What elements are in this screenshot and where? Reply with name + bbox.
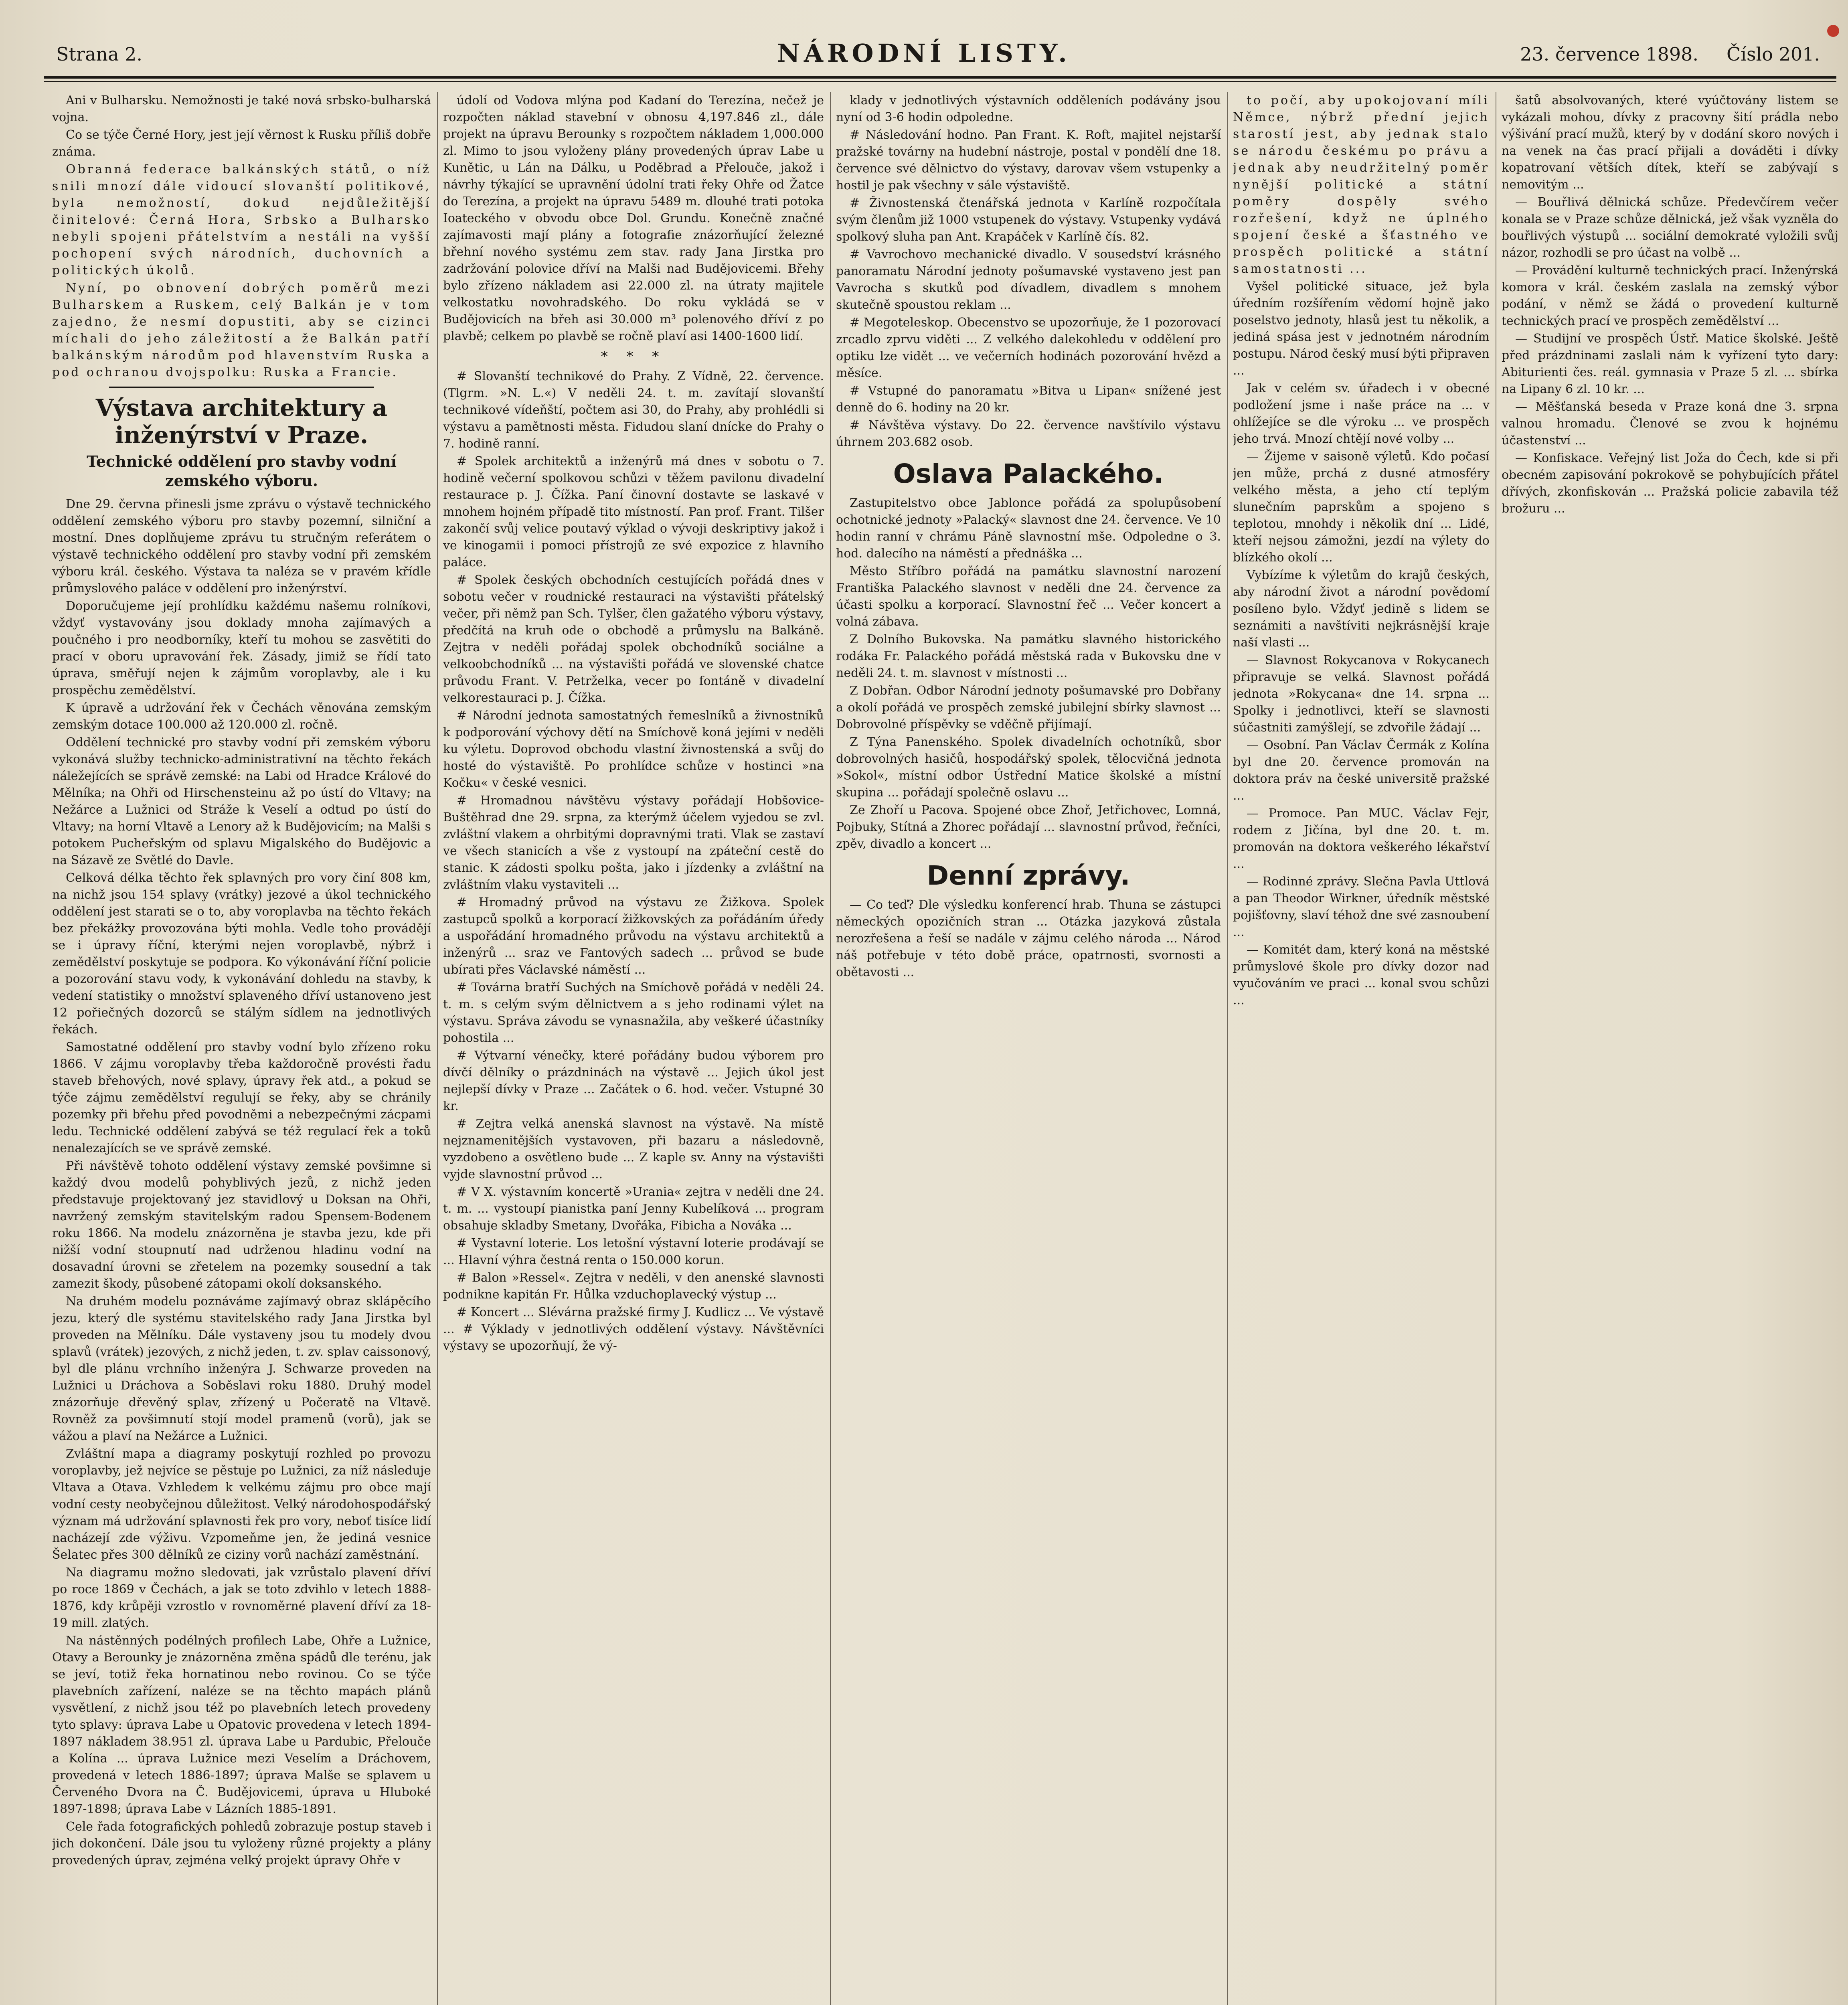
paragraph: to počí, aby upokojovaní míli Němce, nýbrž přední jejich starostí jest, aby jednak stalo se národu českému po právu a jednak aby neudržitelný poměr nynější politické a státní poměry dospěly svého rozřešení, když ne úplného spojení české a šťastného ve prospěch politické a státní samostatnosti ... xyxy=(1233,93,1490,276)
news-item: — Provádění kulturně technických prací. Inženýrská komora v král. českém zaslala na zemský výbor podání, v němž se žádá o provedení kulturně technických prací ve prospěch zemědělství ... xyxy=(1502,263,1838,328)
news-item: # Výtvarní vénečky, které pořádány budou výborem pro dívčí dělníky o prázdninách na výstavě ... Jejich úkol jest nejlepší dívky v Praze ... Začátek o 6. hod. večer. Vstupné 30 kr. xyxy=(443,1049,824,1113)
paragraph: Z Dobřan. Odbor Národní jednoty pošumavské pro Dobřany a okolí pořádá ve prospěch zemské jubilejní sbírky slavnost ... Dobrovolné příspěvky se vděčně přijímají. xyxy=(836,684,1221,731)
news-item: — Konfiskace. Veřejný list Joža do Čech, kde si při obecném zapisování pokrokově se pohybujících přátel dřívých, zkonfiskován ... Pražská policie zabavila též brožuru ... xyxy=(1502,451,1838,516)
paragraph: údolí od Vodova mlýna pod Kadaní do Terezína, nečež je rozpočten náklad stavební v obnosu 4,197.846 zl., dále projekt na úpravu Berounky s rozpočtem nákladem 1,000.000 zl. Mimo to jsou vyloženy plány provedených úprav Labe u Kunětic, u Lán na Dálku, u Poděbrad a Přelouče, jakož i návrhy týkající se upravnění údolní trati řeky Ohře od Žatce do Terezína, a projekt na úpravu 5489 m. dlouhé trati potoka Ioateckého v obvodu obce Dol. Grundu. Konečně značné zajímavosti mají plány a fotografie znázorňující železné břehní nového systému zem stav. rady Jana Jirstka pro zadržování polovice dříví na Malši nad Budějovicemi. Břehy bylo zřízeno nákladem asi 22.000 zl. na útraty majitele velkostatku novohradského. Do roku vykládá se v Budějovicích na břeh asi 30.000 m³ polenového dříví z po plavbě; celkem po plavbě se ročně plaví asi 1400-1600 lidí. xyxy=(443,93,824,343)
paragraph: Na nástěnných podélných profilech Labe, Ohře a Lužnice, Otavy a Berounky je znázorněna změna spádů dle terénu, jak se jeví, totiž řeka hornatinou nebo rovinou. Co se týče plavebních zařízení, naléze se na těchto mapách plánů vysvětlení, z nichž jsou též po plavebních letech provedeny tyto splavy: úprava Labe u Opatovic provedena v letech 1894-1897 nákladem 38.951 zl. úprava Labe u Pardubic, Přelouče a Kolína ... úprava Lužnice mezi Veselím a Dráchovem, provedená v letech 1886-1897; úprava Malše se splavem u Červeného Dvora na Č. Budějovicemi, úprava u Hluboké 1897-1898; úprava Labe v Lázních 1885-1891. xyxy=(52,1634,431,1816)
header-rule-thin xyxy=(44,81,1836,82)
news-item: # Balon »Ressel«. Zejtra v neděli, v den anenské slavnosti podnikne kapitán Fr. Hůlka vzduchoplavecký výstup ... xyxy=(443,1271,824,1302)
news-item: — Promoce. Pan MUC. Václav Fejr, rodem z Jičína, byl dne 20. t. m. promován na doktora veškerého lékařství ... xyxy=(1233,806,1490,871)
news-item: — Slavnost Rokycanova v Rokycanech připravuje se velká. Slavnost pořádá jednota »Rokycana« dne 14. srpna ... Spolky i jednotlivci, kteří se slavnosti súčastniti zamýšlejí, se zdvořile žádají ... xyxy=(1233,653,1490,735)
news-item: # Spolek architektů a inženýrů má dnes v sobotu o 7. hodině večerní spolkovou schůzi v těžem pavilonu divadelní restaurace p. J. Čížka. Paní činovní dostavte se laskavé v mnohem hojném případě tito místností. Pan prof. Frant. Tilšer zakončí svůj velice poutavý výklad o vývoji deskriptivy jakož i ve kinogamii i pomoci přístrojů ze své expozice z hlavního paláce. xyxy=(443,454,824,569)
news-item: # Následování hodno. Pan Frant. K. Roft, majitel nejstarší pražské továrny na hudební nástroje, postal v pondělí dne 18. července své dělnictvo do výstavy, darovav všem vstupenky a hostil je pak všechny v sále výstaviště. xyxy=(836,128,1221,192)
issue-info xyxy=(1520,43,1820,65)
news-item: # Hromadný průvod na výstavu ze Žižkova. Spolek zastupců spolků a korporací žižkovských za pořádáním úředy a uspořádání hromadného průvodu na výstavu architektů a inženýrů ... sraz ve Fantových sadech ... průvod se bude ubírati přes Václavské náměstí ... xyxy=(443,895,824,977)
paragraph: Ani v Bulharsku. Nemožnosti je také nová srbsko-bulharská vojna. xyxy=(52,93,431,124)
column-separator xyxy=(830,92,831,2005)
masthead xyxy=(0,0,1848,86)
news-item: # Vstupné do panoramatu »Bitva u Lipan« snížené jest denně do 6. hodiny na 20 kr. xyxy=(836,384,1221,415)
section-heading: Denní zprávy. xyxy=(927,860,1130,891)
news-item: # V X. výstavním koncertě »Urania« zejtra v neděli dne 24. t. m. ... vystoupí pianistka paní Jenny Kubelíková ... program obsahuje skladby Smetany, Dvořáka, Fibicha a Nováka ... xyxy=(443,1185,824,1233)
news-item: # Zejtra velká anenská slavnost na výstavě. Na místě nejznamenitějších vystavoven, při bazaru a následovně, vyzdobeno a osvětleno bude ... Z kaple sv. Anny na výstavišti vyjde slavnostní průvod ... xyxy=(443,1117,824,1181)
news-item: # Vystavní loterie. Los letošní výstavní loterie prodávají se ... Hlavní výhra čestná renta o 150.000 korun. xyxy=(443,1236,824,1267)
news-item: # Koncert ... Slévárna pražské firmy J. Kudlicz ... Ve výstavě ... # Výklady v jednotlivých oddělení výstavy. Návštěvníci výstavy se upozorňují, že vý- xyxy=(443,1305,824,1353)
paragraph: Nyní, po obnovení dobrých poměrů mezi Bulharskem a Ruskem, celý Balkán je v tom zajedno, že nesmí dopustiti, aby se cizinci míchali do jeho záležitostí a že Balkán patří balkánským národům pod hlavenstvím Ruska a pod ochranou dvojspolku: Ruska a Francie. xyxy=(52,281,431,379)
news-item: # Národní jednota samostatných řemeslníků a živnostníků k podporování výchovy dětí na Smíchově koná jejími v neděli ku výletu. Doprovod obchodu vlastní živnostenská a svůj do hosté do výstaviště. Po prohlídce schůze v hostinci »na Kočku« v české vesnici. xyxy=(443,709,824,790)
paragraph: Vyšel politické situace, jež byla úředním rozšířením vědomí hojně jako poselstvo jednoty, hlasů jest tu několik, a jediná spása jest v jednotném národním postupu. Národ český musí býti připraven ... xyxy=(1233,279,1490,378)
news-item: klady v jednotlivých výstavních odděleních podávány jsou nyní od 3-6 hodin odpoledne. xyxy=(836,93,1221,124)
paragraph: Obranná federace balkánských států, o níž snili mnozí dále vidoucí slovanští politikové, byla nemožností, dokud nejdůležitější činitelové: Černá Hora, Srbsko a Bulharsko nebyli spojeni přátelstvím a nestáli na vyšší pochopení svých národních, duchovních a politických úkolů. xyxy=(52,162,431,277)
news-item: — Komitét dam, který koná na městské průmyslové škole pro dívky dozor nad vyučováním ve praci ... konal svou schůzi ... xyxy=(1233,943,1490,1007)
header-rule xyxy=(44,76,1836,79)
section-heading: Oslava Palackého. xyxy=(893,458,1164,489)
column-4 xyxy=(1233,92,1490,2005)
section-stars: * * * xyxy=(601,348,666,365)
news-item: — Bouřlivá dělnická schůze. Předevčírem večer konala se v Praze schůze dělnická, jež však vyzněla do bouřlivých výstupů ... sociální demokraté vyložili svůj názor, rozhodli se pro účast na volbě ... xyxy=(1502,195,1838,260)
paragraph: Ze Zhoří u Pacova. Spojené obce Zhoř, Jetřichovec, Lomná, Pojbuky, Stítná a Zhorec pořádají ... slavnostní průvod, řečníci, zpěv, divadlo a koncert ... xyxy=(836,803,1221,851)
paragraph: Samostatné oddělení pro stavby vodní bylo zřízeno roku 1866. V zájmu voroplavby třeba každoročně provésti řadu staveb břehových, nové splavy, úpravy řek atd., a pokud se týče zájmu zemědělství regulují se řeky, aby se chránily pozemky při břehu před povodněmi a nebezpečnými zácpami ledu. Technické oddělení zabývá se též regulací řek a toků nenalezajících se ve správě zemské. xyxy=(52,1040,431,1155)
paragraph: Cele řada fotografických pohledů zobrazuje postup staveb i jich dokončení. Dále jsou tu vyloženy různé projekty a plány provedených úprav, zejména velký projekt úpravy Ohře v xyxy=(52,1820,431,1867)
paragraph: Co se týče Černé Hory, jest její věrnost k Rusku příliš dobře známa. xyxy=(52,128,431,159)
paragraph: Jak v celém sv. úřadech i v obecné podložení jsme i naše práce na ... v ohlížejíce se dle výroku ... ve prospěch jeho trvá. Mnozí chtějí nové volby ... xyxy=(1233,381,1490,446)
paragraph: K úpravě a udržování řek v Čechách věnována zemským zemským dotace 100.000 až 120.000 zl. ročně. xyxy=(52,701,431,732)
paragraph: Při návštěvě tohoto oddělení výstavy zemské povšimne si každý dvou modelů pohyblivých jezů, z nichž jeden představuje projektovaný jez stavidlový u Doksan na Ohři, navržený zemským stavitelským radou Spensem-Bodenem roku 1866. Na modelu znázorněna je stavba jezu, kde při nižší vodní stoupnutí nad udrženou hladinu vodní na dosavadní úrovni se zřetelem na pozemky sousední a tak zamezit škody, působené zátopami okolí doksanského. xyxy=(52,1159,431,1291)
news-item: # Továrna bratří Suchých na Smíchově pořádá v neděli 24. t. m. s celým svým dělnictvem a s jeho rodinami výlet na výstavu. Správa závodu se vynasnažila, aby veškeré účastníky pohostila ... xyxy=(443,980,824,1045)
news-item: # Slovanští technikové do Prahy. Z Vídně, 22. července. (Tlgrm. »N. L.«) V neděli 24. t. m. zavítají slovanští technikové vídeňští, počtem asi 30, do Prahy, aby prohlédli si výstavu a pamětnosti města. Fidudou slaní dnícke do Prahy o 7. hodině ranní. xyxy=(443,369,824,451)
paragraph: Oddělení technické pro stavby vodní při zemském výboru vykonává služby technicko-administrativní na těchto řekách náležejících se správě zemské: na Labi od Hradce Králové do Mělníka; na Ohři od Hirschensteinu až po ústí do Vltavy; na Nežárce a Lužnici od Stráže k Veselí a odtud po ústí do Vltavy; na horní Vltavě a Lenory až k Budějovicím; na Malši s potokem Pucheřským od splavu Migalského do Budějovic a na Sázavě ze Světlé do Davle. xyxy=(52,735,431,867)
news-item: — Studijní ve prospěch Ústř. Matice školské. Ještě před prázdninami zaslali nám k vyřízení tyto dary: Abiturienti čes. reál. gymnasia v Praze 5 zl. ... sbírka na Lipany 6 zl. 10 kr. ... xyxy=(1502,332,1838,396)
news-item: # Megoteleskop. Obecenstvo se upozorňuje, že 1 pozorovací zrcadlo zprvu viděti ... Z velkého dalekohledu v oddělení pro optiku lze vidět ... ve večerních hodinách pozorování hvězd a měsíce. xyxy=(836,316,1221,380)
news-item: # Živnostenská čtenářská jednota v Karlíně rozpočítala svým členům již 1000 vstupenek do výstavy. Vstupenky vydává spolkový sluha pan Ant. Krapáček v Karlíně čís. 82. xyxy=(836,196,1221,244)
news-item: # Spolek českých obchodních cestujících pořádá dnes v sobotu večer v roudnické restauraci na výstavišti přátelský večer, při němž pan Sch. Tylšer, člen gažatého výboru výstavy, předčítá na kruh ode o obchodě a průmyslu na Balkáně. Zejtra v neděli pořádaj spolek obchodníků sociálne a velkoobchodníků ... na výstavišti pořádá ve slovenské chatce průvodu Frant. V. Petrželka, vecer po fontáně v divadelní velkorestauraci p. J. Čížka. xyxy=(443,573,824,705)
paragraph: Dne 29. června přinesli jsme zprávu o výstavě technického oddělení zemského výboru pro stavby pozemní, silniční a mostní. Dnes doplňujeme zprávu tu stručným referátem o výstavě technického oddělení pro stavby vodní při zemském výboru král. českého. Výstava ta naléza se v pravém křídle průmyslového paláce v oddělení pro inženýrství. xyxy=(52,497,431,595)
paragraph: Na druhém modelu poznáváme zajímavý obraz sklápěcího jezu, který dle systému stavitelského rady Jana Jirstka byl proveden na Mělníku. Dále vystaveny jsou tu modely dvou splavů (vrátek) jezových, z nichž jeden, t. zv. splav caissonový, byl dle plánu vrchního inženýra J. Schwarze proveden na Lužnici u Dráchova a Soběslavi roku 1880. Druhý model znázorňuje dřevěný splav, zřízený u Počeratě na Vltavě. Rovněž za povšimnutí stojí model pramenů (vorů), jak se vážou a plaví na Nežárce a Lužnici. xyxy=(52,1294,431,1443)
column-1 xyxy=(52,92,431,2005)
paragraph: šatů absolvovaných, které vyúčtovány listem se vykázali mohou, dívky z pracovny šití prádla nebo výšivání prací mužů, který by v dodání skoro nových i na venek na čas prací přijali a dováděti i dívky kopatrovaní větších dítek, kteří se zabývají s nemovitým ... xyxy=(1502,93,1838,192)
issue-date: 23. července 1898. xyxy=(1520,43,1699,65)
news-item: — Měšťanská beseda v Praze koná dne 3. srpna valnou hromadu. Členové se zvou k hojnému účastenství ... xyxy=(1502,400,1838,448)
column-5 xyxy=(1502,92,1838,2005)
column-2 xyxy=(443,92,824,2005)
column-separator xyxy=(437,92,438,2005)
article-headline: Výstava architektury a inženýrství v Praze. xyxy=(95,394,388,449)
divider xyxy=(109,387,374,388)
paragraph: Město Stříbro pořádá na památku slavnostní narození Františka Palackého slavnost v neděli dne 24. července za účasti spolku a korporací. Slavnostní řeč ... Večer koncert a volná zábava. xyxy=(836,564,1221,629)
paragraph: — Co teď? Dle výsledku konferencí hrab. Thuna se zástupci německých opozičních stran ... Otázka jazyková zůstala nerozřešena a řeší se nadále v zájmu celého národa ... Národ náš potřebuje v této době práce, opatrnosti, svornosti a obětavosti ... xyxy=(836,898,1221,979)
issue-number: Číslo 201. xyxy=(1727,43,1820,65)
news-item: — Rodinné zprávy. Slečna Pavla Uttlová a pan Theodor Wirkner, úředník městské pojišťovny, slaví téhož dne své zasnoubení ... xyxy=(1233,875,1490,939)
paragraph: Celková délka těchto řek splavných pro vory činí 808 km, na nichž jsou 154 splavy (vrátky) jezové a úkol technického oddělení jest starati se o to, aby voroplavba na těchto řekách bez překážky provozována býti mohla. Vedle toho provádějí se i úpravy říční, kterými nejen voroplavbě, nýbrž i zemědělství poskytuje se podpora. Ko výkonávání říční policie a pozorování stavu vody, k vykonávání dohledu na stavby, k vedení statistiky o množství splaveného dříví ustanoveno jest 12 pořiečných dozorců se stálým sídlem na jednotlivých řekách. xyxy=(52,871,431,1037)
column-3 xyxy=(836,92,1221,2005)
paragraph: Zastupitelstvo obce Jablonce pořádá za spolupůsobení ochotnické jednoty »Palacký« slavnost dne 24. července. Ve 10 hodin ranní v chrámu Páně slavnostní mše. Odpoledne o 3. hod. dalecího na náměstí a přednáška ... xyxy=(836,496,1221,561)
page-number: Strana 2. xyxy=(56,43,142,65)
newspaper-title: NÁRODNÍ LISTY. xyxy=(777,38,1071,68)
column-separator xyxy=(1227,92,1228,2005)
news-item: # Návštěva výstavy. Do 22. července navštívilo výstavu úhrnem 203.682 osob. xyxy=(836,418,1221,449)
news-item: # Vavrochovo mechanické divadlo. V sousedství krásného panoramatu Národní jednoty pošumavské vystaveno jest pan Vavrocha s skutků pod dívadlem, divadlem s mnohem skutečně spoustou reklam ... xyxy=(836,247,1221,312)
news-item: # Hromadnou návštěvu výstavy pořádají Hobšovice-Buštěhrad dne 29. srpna, za kterýmž účelem vyjedou se zvl. zvláštní vlakem a ohrbitými dopravnými trati. Vlak se zastaví ve všech stanicích a vše z vystoupí na zpáteční cestě do stanic. K zádosti spolku pošta, jako i jízdenky a zvláštní na zvláštním vlaku vystaviteli ... xyxy=(443,794,824,892)
article-subheadline: Technické oddělení pro stavby vodní zemského výboru. xyxy=(86,452,397,490)
paragraph: Zvláštní mapa a diagramy poskytují rozhled po provozu voroplavby, jež nejvíce se pěstuje po Lužnici, za níž následuje Vltava a Otava. Vzhledem k velkému zájmu pro obce mají vodní cesty neobyčejnou důležitost. Velký národohospodářský význam má udržování splavnosti řek pro vory, neboť tisíce lidí nacházejí zde výživu. Vzpomeňme jen, že jediná vesnice Šelatec přes 300 dělníků ze ciziny vorů nachází zaměstnání. xyxy=(52,1447,431,1562)
paragraph: Z Týna Panenského. Spolek divadelních ochotníků, sbor dobrovolných hasičů, hospodářský spolek, tělocvičná jednota »Sokol«, místní odbor Ústřední Matice školské a místní skupina ... pořádají společně oslavu ... xyxy=(836,735,1221,800)
paragraph: — Žijeme v saisoně výletů. Kdo počasí jen může, prchá z dusné atmosféry velkého města, a jeho ctí teplým slunečním paprskům a spojeno s teplotou, mnohdy i několik dní ... Lidé, kteří nejsou zámožni, jezdí na výlety do blízkého okolí ... xyxy=(1233,450,1490,565)
paragraph: Na diagramu možno sledovati, jak vzrůstalo plavení dříví po roce 1869 v Čechách, a jak se toto zdvihlo v letech 1888-1876, kdy krůpěji vzrostlo v rovnoměrné plavení dříví za 18-19 mill. zlatých. xyxy=(52,1566,431,1630)
ink-mark xyxy=(1827,25,1839,37)
paragraph: Vybízíme k výletům do krajů českých, aby národní život a národní povědomí posíleno bylo. Vždyť jedině s lidem se seznámiti a navštíviti nejkrásnější kraje naší vlasti ... xyxy=(1233,568,1490,650)
paragraph: Doporučujeme její prohlídku každému našemu rolníkovi, vždyť vystavovány jsou doklady mnoha zajímavých a poučného i pro neodborníky, kteří tu mohou se zasvětiti do prací v oboru upravování řek. Zásady, jimiž se řídí tato úprava, směřují nejen k zájmům voroplavby, ale i ku prospěchu zemědělství. xyxy=(52,599,431,697)
paragraph: Z Dolního Bukovska. Na památku slavného historického rodáka Fr. Palackého pořádá městská rada v Bukovsku dne v neděli 24. t. m. slavnost v místnosti ... xyxy=(836,632,1221,680)
news-item: — Osobní. Pan Václav Čermák z Kolína byl dne 20. července promován na doktora práv na české universitě pražské ... xyxy=(1233,738,1490,803)
